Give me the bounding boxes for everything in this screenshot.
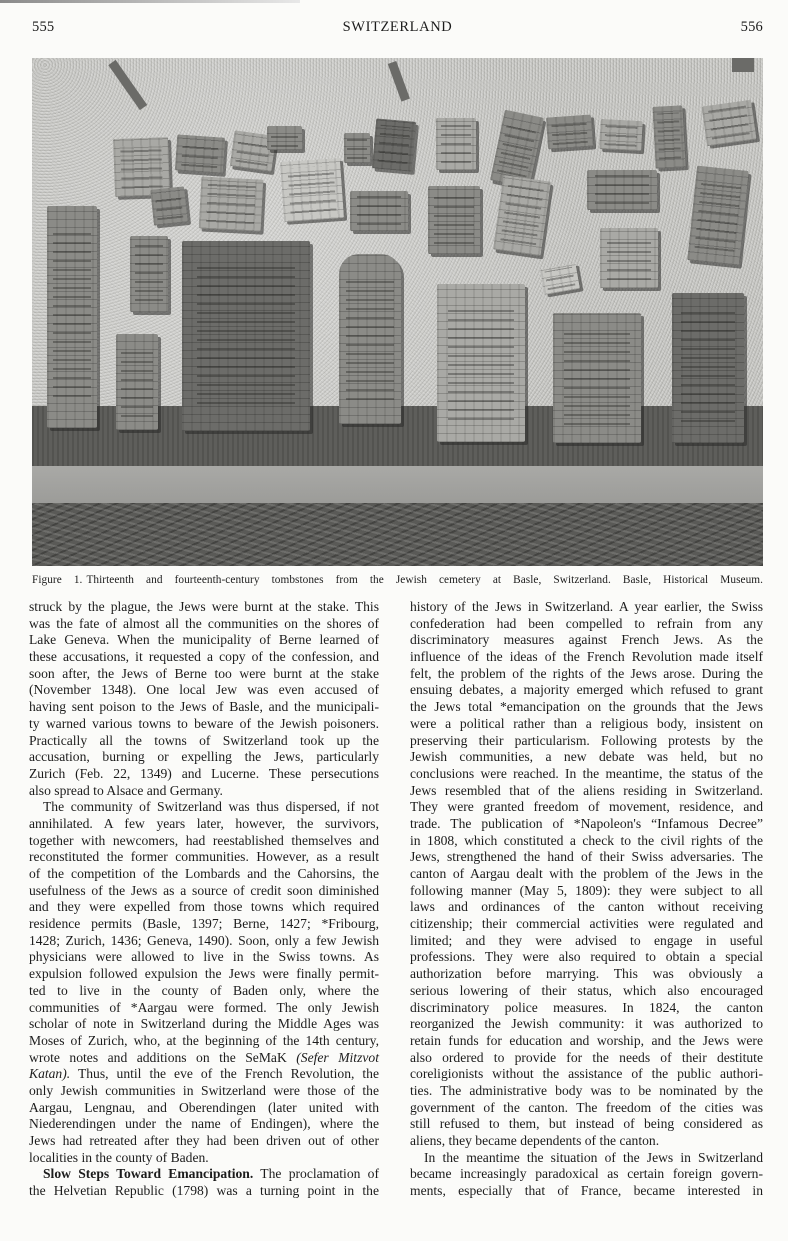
text-line: Jewish communities, a new debate was held, but no	[410, 749, 763, 765]
figure-caption	[32, 574, 763, 586]
tombstone	[130, 236, 168, 312]
text-line: ensuing debates, a majority emerged which refused to grant	[410, 682, 763, 698]
text-line: discriminatory police measures. In 1824, the canton	[410, 999, 763, 1015]
figure-label: Figure 1.	[32, 574, 83, 586]
italic-title: Katan).	[29, 1066, 71, 1082]
tombstone-fragment	[350, 191, 408, 231]
section-heading: Slow Steps Toward Emancipation.	[43, 1166, 254, 1182]
page-number-left: 555	[32, 19, 55, 35]
text-line: usefulness of the Jews as a source of credit soon diminished	[29, 882, 379, 898]
text-line: became increasingly paradoxical as certain foreign govern-	[410, 1166, 763, 1182]
text-line: In the meantime the situation of the Jews in Switzerland	[424, 1149, 763, 1165]
tombstone-fragment	[436, 118, 476, 170]
text-line: reorganized the Jewish community: it was authorized to	[410, 1016, 763, 1032]
text-column-left	[29, 599, 379, 1200]
tombstone	[672, 293, 744, 443]
figure-photo-tombstones	[32, 58, 763, 566]
text-line: the Jews total *emancipation on the grounds that the Jews	[410, 699, 763, 715]
text-line: soon after, the Jews of Berne too were burnt at the stake	[29, 665, 379, 681]
running-title: SWITZERLAND	[342, 19, 453, 35]
text-line: professions. They were also required to obtain a special	[410, 949, 763, 965]
caption-text: Thirteenth and fourteenth-century tombstones from the Jewish cemetery at Basle, Switzerland. Basle, Historical Museum.	[86, 574, 763, 586]
text-line: ty warned various towns to beware of the Jewish poisoners.	[29, 715, 379, 731]
text-line: history of the Jews in Switzerland. A year earlier, the Swiss	[410, 599, 763, 614]
text-line: aliens, they became dependents of the canton.	[410, 1133, 660, 1148]
text-line-with-italic	[29, 1066, 379, 1083]
tombstone-fragment	[150, 186, 188, 225]
text-line: the Helvetian Republic (1798) was a turning point in the	[29, 1183, 379, 1199]
text-line: were a political rather than a religious body, insistent on	[410, 715, 763, 731]
tombstone-fragment	[652, 105, 685, 168]
text-line: Niederendingen under the name of Endingen), where the	[29, 1116, 379, 1132]
text-column-right	[410, 599, 763, 1200]
page-number-right: 556	[740, 19, 763, 35]
tombstone-fragment	[687, 166, 749, 266]
text-run: The proclamation of	[260, 1166, 379, 1182]
text-line: felt, the problem of the rights of the Jews arose. During the	[410, 665, 763, 681]
text-line: Zurich (Feb. 22, 1349) and Lucerne. These persecutions	[29, 765, 379, 781]
text-line: citizenship; their commercial activities were regulated and	[410, 916, 763, 932]
text-line: Lake Geneva. When the municipality of Berne learned of	[29, 632, 379, 648]
text-line: together with newcomers, had reestablished themselves and	[29, 832, 379, 848]
text-line: residence permits (Basle, 1397; Berne, 1427; *Fribourg,	[29, 916, 379, 932]
text-line: reconstituted the former communities. However, as a result	[29, 849, 379, 865]
tombstone-fragment	[199, 176, 264, 231]
text-line: was the fate of almost all the communities on the shores of	[29, 615, 379, 631]
text-line: these accusations, it requested a copy of the confession, and	[29, 649, 379, 665]
text-line: laws and ordinances of the canton without receiving	[410, 899, 763, 915]
tombstone-fragment	[344, 133, 370, 163]
text-line: also spread to Alsace and Germany.	[29, 782, 223, 798]
text-line: still refused to them, but instead of being considered as	[410, 1116, 763, 1132]
text-line-with-heading	[29, 1166, 379, 1183]
text-line: physicians were allowed to live in the Swiss towns. As	[29, 949, 379, 965]
text-line: only Jewish communities in Switzerland were those of the	[29, 1082, 379, 1098]
text-line: retain funds for education and worship, and the Jews were	[410, 1032, 763, 1048]
text-line: conclusions were reached. In the meantime, the status of the	[410, 765, 763, 781]
text-line: and they were expelled from those towns which required	[29, 899, 379, 915]
text-line: scholar of note in Switzerland during the Middle Ages was	[29, 1016, 379, 1032]
text-line: ted to live in the county of Baden only, where the	[29, 982, 379, 998]
tombstone	[553, 313, 641, 443]
text-line: influence of the ideas of the French Revolution made itself	[410, 649, 763, 665]
text-line: of the competition of the Lombards and the Cahorsins, the	[29, 866, 379, 881]
text-line: authorization before marrying. This was obviously a	[410, 966, 763, 982]
italic-title: (Sefer Mitzvot	[296, 1049, 379, 1065]
text-line: ties. The administrative body was to be nominated by the	[410, 1082, 763, 1098]
tombstone-fragment	[600, 228, 658, 288]
tombstone-fragment	[587, 170, 657, 210]
tombstone-fragment	[280, 158, 344, 222]
text-line: coreligionists without the assistance of the public authori-	[410, 1066, 763, 1082]
tombstone-fragment	[599, 119, 643, 151]
text-line: confederation had been compelled to refrain from any	[410, 615, 763, 631]
tombstone	[116, 334, 158, 430]
text-line: also ordered to provide for the needs of their destitute	[410, 1049, 763, 1065]
text-line: serious lowering of their status, which also encouraged	[410, 982, 763, 998]
text-line: Practically all the towns of Switzerland took up the	[29, 732, 379, 748]
text-line-with-italic	[29, 1050, 379, 1067]
text-line: trade. The publication of *Napoleon's “Infamous Decree”	[410, 815, 763, 831]
tombstone-fragment	[546, 114, 593, 149]
tombstone	[437, 284, 525, 442]
cobblestone-ground	[32, 503, 763, 566]
text-line: 1428; Zurich, 1436; Geneva, 1490). Soon, only a few Jewish	[29, 932, 379, 948]
text-run: Thus, until the eve of the French Revolution, the	[77, 1066, 379, 1082]
text-line: The community of Switzerland was thus dispersed, if not	[43, 799, 379, 815]
text-line: canton of Aargau dealt with the problem of the Jews in the	[410, 866, 763, 881]
text-line: They were granted freedom of movement, residence, and	[410, 799, 763, 815]
text-line: Jews, strengthened the hand of their Swiss adversaries. The	[410, 849, 763, 865]
tombstone-fragment	[701, 100, 756, 147]
text-line: limited; and they were advised to engage in useful	[410, 932, 763, 948]
text-line: Jews resembled that of the aliens residing in Switzerland.	[410, 782, 763, 798]
text-line: localities in the county of Baden.	[29, 1149, 209, 1165]
text-line: annihilated. A few years later, however, the survivors,	[29, 815, 379, 831]
scan-edge-shadow	[0, 0, 300, 3]
text-line: preserving their particularism. Following protests by the	[410, 732, 763, 748]
text-line: communities of *Aargau were formed. The only Jewish	[29, 999, 379, 1015]
text-line: expulsion followed expulsion the Jews were finally permit-	[29, 966, 379, 982]
tombstone-fragment	[175, 134, 225, 173]
tombstone-fragment	[428, 186, 480, 254]
tombstone-large	[182, 241, 310, 431]
tombstone	[47, 206, 97, 428]
text-line: (November 1348). One local Jew was even accused of	[29, 682, 379, 698]
text-line: ments, especially that of France, became interested in	[410, 1183, 763, 1199]
text-line: in 1808, which constituted a check to the civil rights of the	[410, 832, 763, 848]
text-line: Moses of Zurich, who, at the beginning of the 14th century,	[29, 1032, 379, 1048]
tombstone-fragment	[372, 118, 416, 171]
page-header	[32, 19, 763, 39]
tombstone-fragment	[267, 126, 302, 150]
tombstone	[339, 254, 401, 424]
text-line: having sent poison to the Jews of Basle, and the municipali-	[29, 699, 379, 715]
support-beam	[732, 58, 754, 72]
text-line: following manner (May 5, 1809): they were subject to all	[410, 882, 763, 898]
text-line: Jews had retreated after they had been driven out of other	[29, 1133, 379, 1148]
text-line: accusation, burning or expelling the Jews, particularly	[29, 749, 379, 765]
text-line: discriminatory measures against French Jews. As the	[410, 632, 763, 648]
text-line: struck by the plague, the Jews were burnt at the stake. This	[29, 599, 379, 614]
text-line: Aargau, Lengnau, and Oberendingen (later united with	[29, 1099, 379, 1115]
paved-path	[32, 466, 763, 506]
text-run: wrote notes and additions on the SeMaK	[29, 1049, 287, 1065]
text-line: government of the canton. The freedom of the cities was	[410, 1099, 763, 1115]
